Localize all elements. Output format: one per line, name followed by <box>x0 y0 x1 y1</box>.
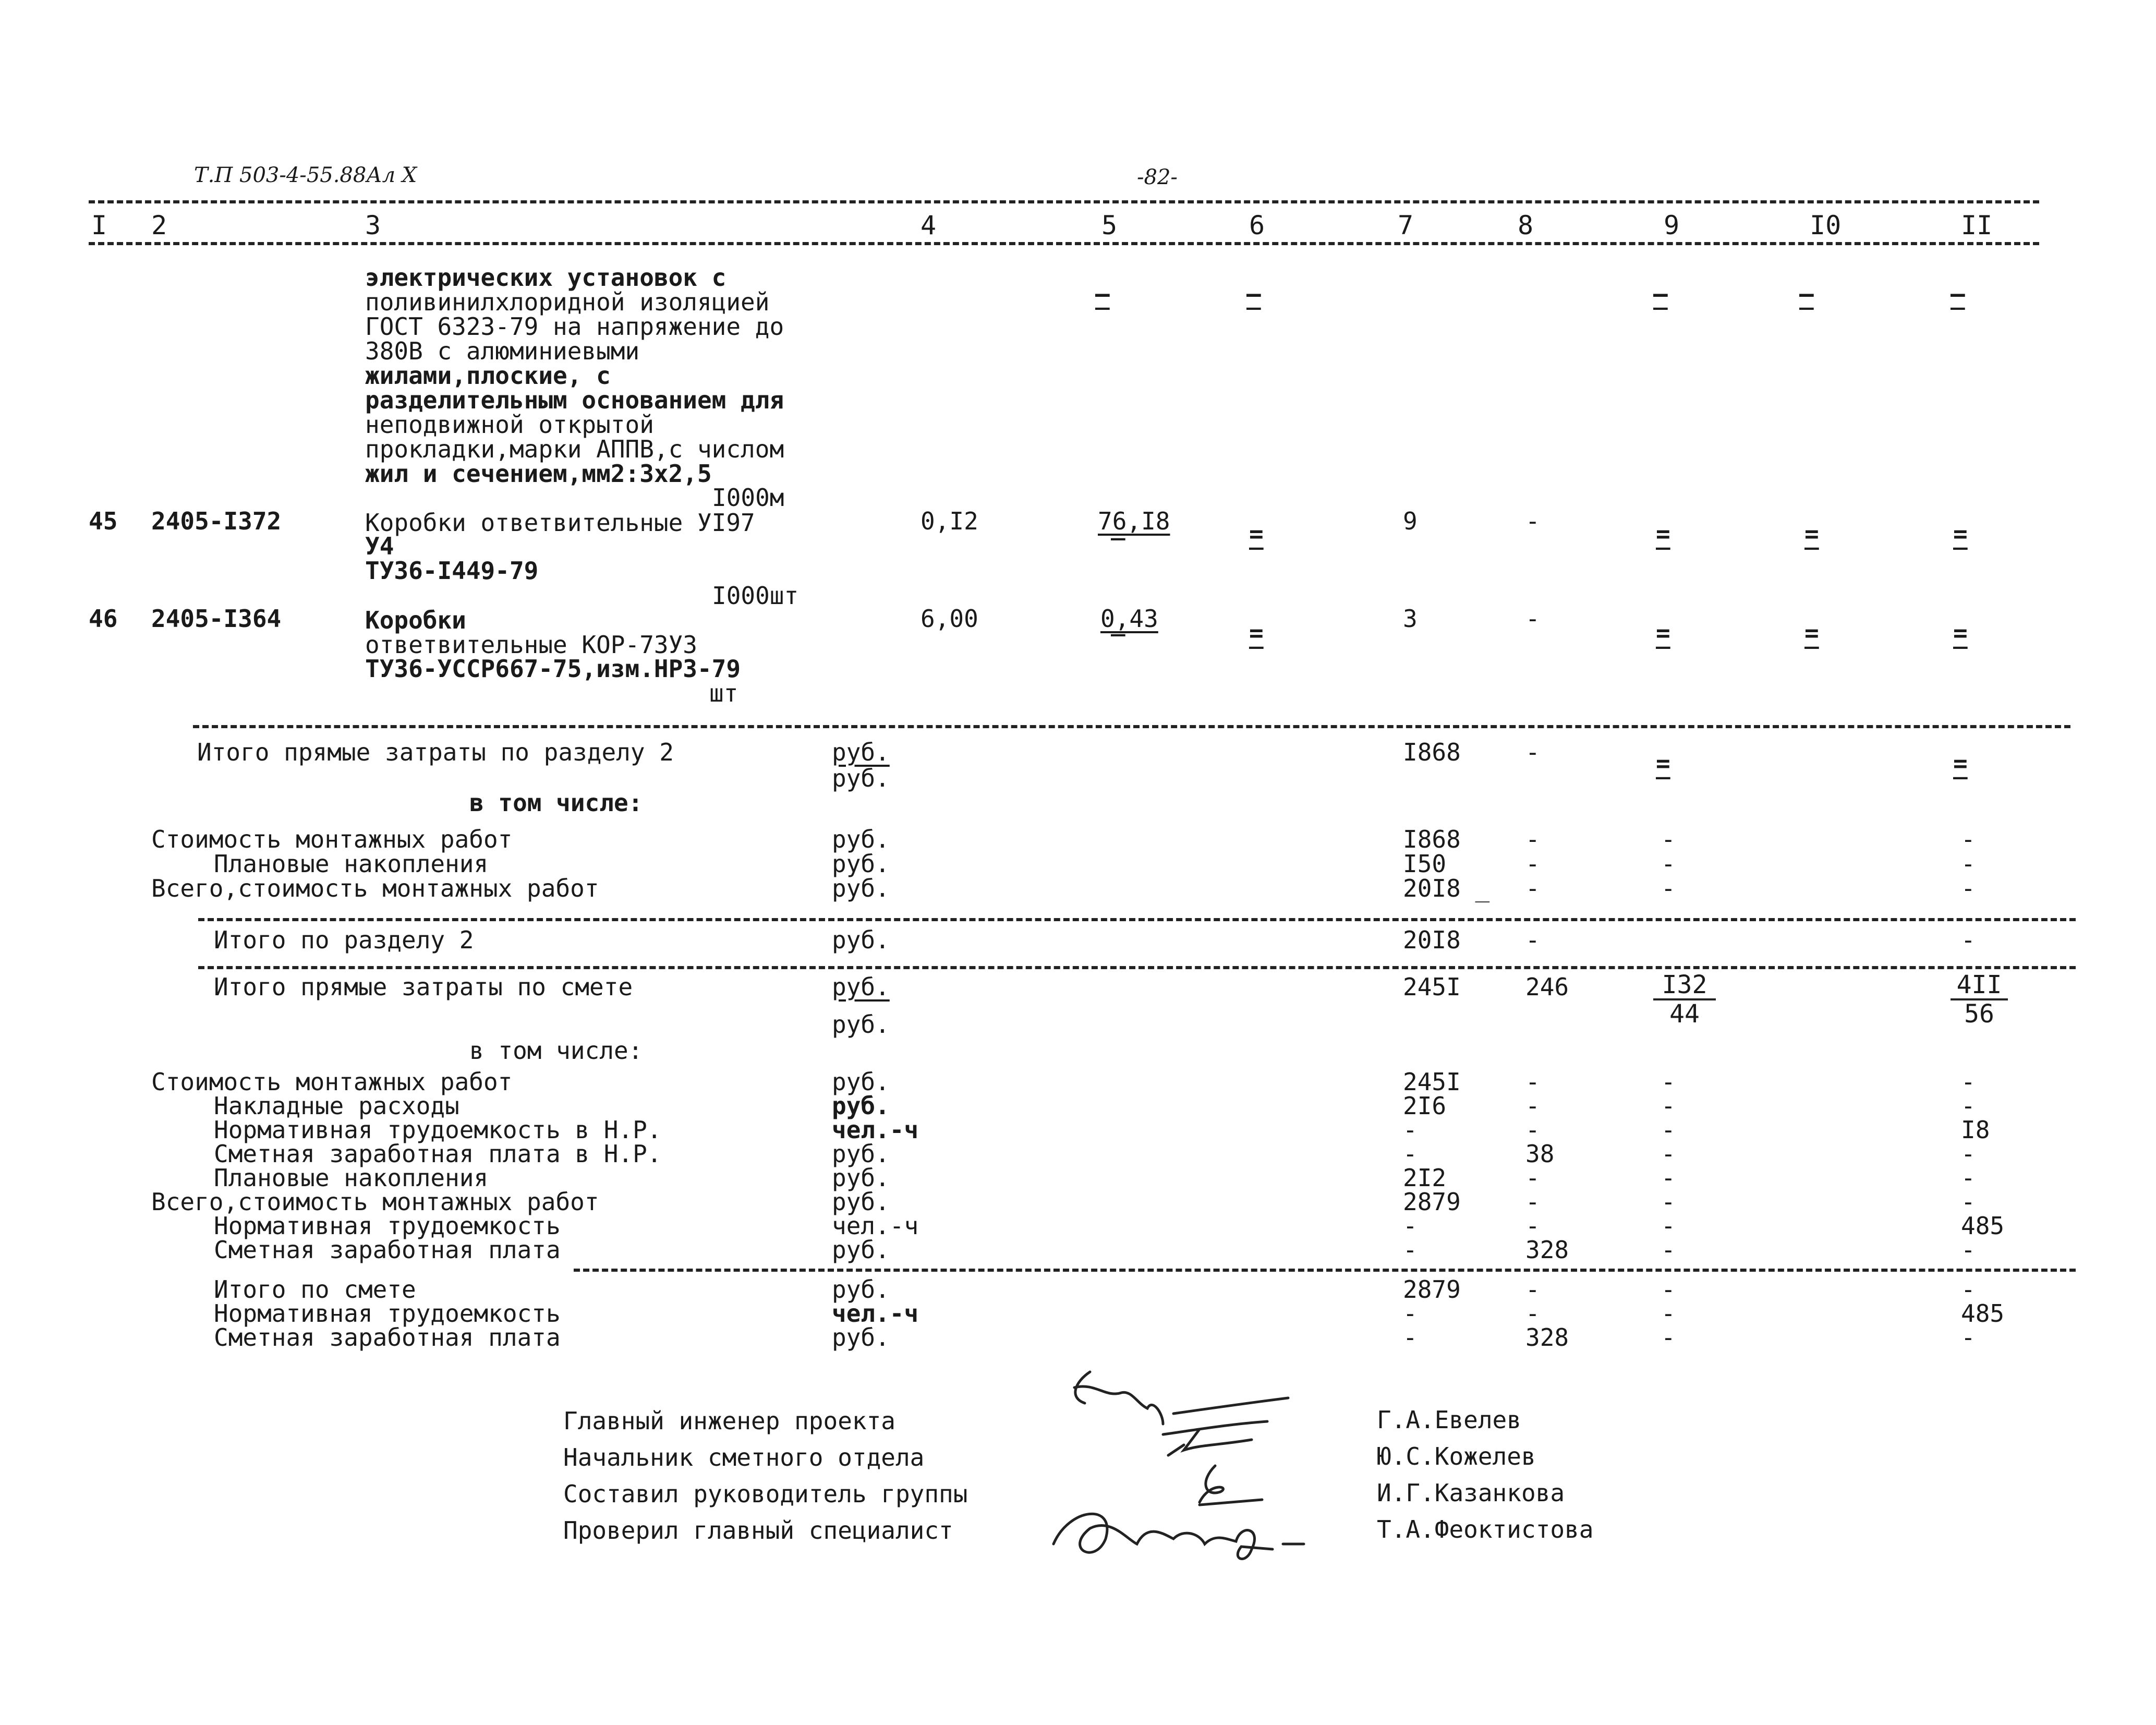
ditto-mark: = ‾ <box>1953 520 1968 572</box>
unit-label: руб. <box>832 825 890 853</box>
column-header-7: 7 <box>1398 210 1414 240</box>
header-rule-bottom <box>89 242 2039 245</box>
col8-value: 328 <box>1525 1236 1569 1264</box>
col8-value: - <box>1525 874 1540 902</box>
unit-label: руб. <box>832 764 890 792</box>
total-row-label: Сметная заработная плата <box>214 1323 561 1352</box>
description-line: Коробки <box>365 606 466 634</box>
column-header-5: 5 <box>1101 210 1118 240</box>
col7-value: 2I6 <box>1403 1092 1447 1120</box>
description-line: жил и сечением,мм2:3х2,5 <box>365 460 712 488</box>
col9-value: - <box>1661 1323 1676 1352</box>
unit-label: руб. <box>832 926 890 954</box>
unit-label: I000шт <box>712 582 799 610</box>
ditto-mark: — ‾ <box>1095 280 1110 332</box>
total-row-label: Накладные расходы <box>214 1092 459 1120</box>
unit-label: шт <box>709 679 738 707</box>
col7-value: 20I8 _ <box>1403 874 1490 902</box>
col11-value: I8 <box>1961 1116 1990 1144</box>
col11-value: 485 <box>1961 1299 2005 1328</box>
column-header-4: 4 <box>920 210 937 240</box>
row-number: 45 <box>89 507 118 535</box>
col9-value: - <box>1661 1299 1676 1328</box>
signature-name: Т.А.Феоктистова <box>1377 1515 1594 1543</box>
page-number: -82- <box>1137 165 1178 189</box>
col9-value: - <box>1661 850 1676 878</box>
col8-value: - <box>1525 1116 1540 1144</box>
col11-value: - <box>1961 850 1976 878</box>
ditto-mark: = ‾ <box>1249 520 1264 572</box>
col11-value: - <box>1961 825 1976 853</box>
col7-value: 3 <box>1403 605 1418 633</box>
item-code: 2405-I364 <box>151 605 282 633</box>
document-code: Т.П 503-4-55.88Ал X <box>194 163 417 187</box>
col9-value: - <box>1661 874 1676 902</box>
col7-value: - <box>1403 1299 1418 1328</box>
col9-value: - <box>1661 1188 1676 1216</box>
col8-value: - <box>1525 1092 1540 1120</box>
unit-label: руб. <box>832 1275 890 1304</box>
unit-label: руб. <box>832 1068 890 1096</box>
description-line: жилами,плоские, с <box>365 361 611 390</box>
column-header-8: 8 <box>1518 210 1534 240</box>
subheading: в том числе: <box>469 1036 643 1065</box>
item-code: 2405-I372 <box>151 507 282 535</box>
col9-value: - <box>1661 1092 1676 1120</box>
section-divider <box>198 966 2076 969</box>
col8-value: - <box>1525 1299 1540 1328</box>
unit-label: чел.-ч <box>832 1212 919 1240</box>
col7-value: I50 <box>1403 850 1447 878</box>
unit-label: руб. <box>832 1140 890 1168</box>
ditto-mark: — ‾ <box>1799 280 1814 332</box>
column-header-3: 3 <box>365 210 381 240</box>
col7-value: - <box>1403 1116 1418 1144</box>
column-header-9: 9 <box>1664 210 1680 240</box>
col7-value: 2I2 <box>1403 1164 1447 1192</box>
col8-value: - <box>1525 738 1540 766</box>
col7-value: 9 <box>1403 507 1418 535</box>
total-row-label: Стоимость монтажных работ <box>151 1068 513 1096</box>
unit-label: руб. <box>832 973 890 1001</box>
ditto-mark: = ‾ <box>1656 619 1670 671</box>
signature-name: И.Г.Казанкова <box>1377 1479 1565 1507</box>
description-line: разделительным основанием для <box>365 386 784 414</box>
description-line: поливинилхлоридной изоляцией <box>365 288 770 316</box>
section-divider <box>198 918 2076 921</box>
unit-label: руб. <box>832 738 890 766</box>
header-rule-top <box>89 200 2039 203</box>
description-line: ТУ36-УССР667-75,изм.НРЗ-79 <box>365 655 741 683</box>
section-divider <box>574 1269 2076 1272</box>
description-line: Коробки ответвительные УI97 <box>365 509 755 537</box>
signature-name: Ю.С.Кожелев <box>1377 1442 1536 1470</box>
unit-label: руб. <box>832 1236 890 1264</box>
col8-value: 246 <box>1525 973 1569 1001</box>
column-header-11: II <box>1961 210 1993 240</box>
unit-label: руб. <box>832 1188 890 1216</box>
row-number: 46 <box>89 605 118 633</box>
unit-label: руб. <box>832 874 890 902</box>
col11-value: - <box>1961 926 1976 954</box>
ditto-mark: — ‾ <box>1653 280 1668 332</box>
column-header-6: 6 <box>1249 210 1265 240</box>
fraction-denominator: 56 <box>1964 999 1994 1029</box>
col11-value: - <box>1961 1068 1976 1096</box>
total-row-label: Сметная заработная плата в Н.Р. <box>214 1140 662 1168</box>
column-header-2: 2 <box>151 210 167 240</box>
quantity: 0,I2 <box>920 507 978 535</box>
ditto-mark: ‾ <box>1111 534 1125 562</box>
ditto-mark: = ‾ <box>1656 520 1670 572</box>
col7-value: 2879 <box>1403 1188 1461 1216</box>
col8-value: - <box>1525 1188 1540 1216</box>
fraction-numerator: 4II <box>1951 971 2008 1000</box>
col7-value: 245I <box>1403 1068 1461 1096</box>
col9-value: - <box>1661 1212 1676 1240</box>
estimate-total-label: Итого прямые затраты по смете <box>214 973 633 1001</box>
description-line: неподвижной открытой <box>365 411 654 439</box>
col7-value: I868 <box>1403 738 1461 766</box>
col9-value: - <box>1661 1140 1676 1168</box>
total-row-label: Всего,стоимость монтажных работ <box>151 1188 599 1216</box>
ditto-mark: — ‾ <box>1246 280 1261 332</box>
col9-fraction <box>1653 971 1716 1028</box>
total-row-label: Нормативная трудоемкость <box>214 1212 561 1240</box>
col8-value: - <box>1525 605 1540 633</box>
total-row-label: Стоимость монтажных работ <box>151 825 513 853</box>
unit-label: руб. <box>832 850 890 878</box>
unit-price: 0,43 <box>1100 605 1158 633</box>
unit-label: руб. <box>832 1010 890 1039</box>
handwritten-signatures <box>1043 1367 1377 1586</box>
col11-value: - <box>1961 874 1976 902</box>
col8-value: - <box>1525 1212 1540 1240</box>
total-row-label: Плановые накопления <box>214 1164 489 1192</box>
section-by-label: Итого по разделу 2 <box>214 926 474 954</box>
description-line: 380В с алюминиевыми <box>365 337 640 365</box>
col8-value: - <box>1525 1275 1540 1304</box>
col8-value: - <box>1525 825 1540 853</box>
col11-value: - <box>1961 1140 1976 1168</box>
column-header-10: I0 <box>1810 210 1842 240</box>
subheading: в том числе: <box>469 789 643 817</box>
ditto-mark: = ‾ <box>1249 619 1264 671</box>
col8-value: - <box>1525 1164 1540 1192</box>
description-line: У4 <box>365 532 394 560</box>
col11-value: - <box>1961 1323 1976 1352</box>
col11-value: - <box>1961 1188 1976 1216</box>
description-line: ТУ36-I449-79 <box>365 557 539 585</box>
col8-value: 328 <box>1525 1323 1569 1352</box>
unit-price: 76,I8 <box>1098 507 1170 535</box>
unit-label: чел.-ч <box>832 1299 919 1328</box>
description-line: ГОСТ 6323-79 на напряжение до <box>365 312 784 341</box>
col8-value: - <box>1525 1068 1540 1096</box>
fraction-numerator: I32 <box>1653 971 1716 1000</box>
description-line: прокладки,марки АППВ,с числом <box>365 435 784 463</box>
unit-label: руб. <box>832 1323 890 1352</box>
col11-fraction <box>1951 971 2008 1028</box>
ditto-mark: = ‾ <box>1953 749 1968 801</box>
col8-value: - <box>1525 850 1540 878</box>
col7-value: 245I <box>1403 973 1461 1001</box>
col7-value: - <box>1403 1236 1418 1264</box>
ditto-mark: = ‾ <box>1804 619 1819 671</box>
ditto-mark: = ‾ <box>1656 749 1670 801</box>
col9-value: - <box>1661 1275 1676 1304</box>
ditto-mark: ‾ <box>1111 630 1125 658</box>
signature-name: Г.А.Евелев <box>1377 1406 1521 1434</box>
col8-value: 38 <box>1525 1140 1555 1168</box>
col11-value: - <box>1961 1236 1976 1264</box>
section-divider <box>193 725 2070 728</box>
quantity: 6,00 <box>920 605 978 633</box>
description-line: ответвительные КОР-73УЗ <box>365 631 697 659</box>
col8-value: - <box>1525 507 1540 535</box>
signature-role: Главный инженер проекта <box>563 1407 895 1435</box>
col9-value: - <box>1661 1236 1676 1264</box>
col11-value: - <box>1961 1275 1976 1304</box>
unit-label: руб. <box>832 1092 890 1120</box>
column-header-1: I <box>91 210 107 240</box>
col7-value: 20I8 <box>1403 926 1461 954</box>
signature-role: Составил руководитель группы <box>563 1480 968 1508</box>
col9-value: - <box>1661 825 1676 853</box>
total-row-label: Итого по смете <box>214 1275 416 1304</box>
description-line: электрических установок с <box>365 263 726 292</box>
total-row-label: Нормативная трудоемкость в Н.Р. <box>214 1116 662 1144</box>
ditto-mark: = ‾ <box>1804 520 1819 572</box>
col8-value: - <box>1525 926 1540 954</box>
col9-value: - <box>1661 1068 1676 1096</box>
ditto-mark: — ‾ <box>1951 280 1965 332</box>
total-row-label: Нормативная трудоемкость <box>214 1299 561 1328</box>
unit-label: руб. <box>832 1164 890 1192</box>
total-row-label: Плановые накопления <box>214 850 489 878</box>
col7-value: 2879 <box>1403 1275 1461 1304</box>
col11-value: 485 <box>1961 1212 2005 1240</box>
unit-label: I000м <box>712 484 784 512</box>
signature-role: Начальник сметного отдела <box>563 1443 925 1471</box>
fraction-denominator: 44 <box>1669 999 1700 1029</box>
unit-label: чел.-ч <box>832 1116 919 1144</box>
col7-value: I868 <box>1403 825 1461 853</box>
total-row-label: Всего,стоимость монтажных работ <box>151 874 599 902</box>
col7-value: - <box>1403 1212 1418 1240</box>
ditto-mark: = ‾ <box>1953 619 1968 671</box>
col11-value: - <box>1961 1164 1976 1192</box>
section-total-label: Итого прямые затраты по разделу 2 <box>197 738 674 766</box>
col11-value: - <box>1961 1092 1976 1120</box>
col9-value: - <box>1661 1116 1676 1144</box>
col7-value: - <box>1403 1323 1418 1352</box>
total-row-label: Сметная заработная плата <box>214 1236 561 1264</box>
col7-value: - <box>1403 1140 1418 1168</box>
signature-role: Проверил главный специалист <box>563 1516 953 1545</box>
col9-value: - <box>1661 1164 1676 1192</box>
